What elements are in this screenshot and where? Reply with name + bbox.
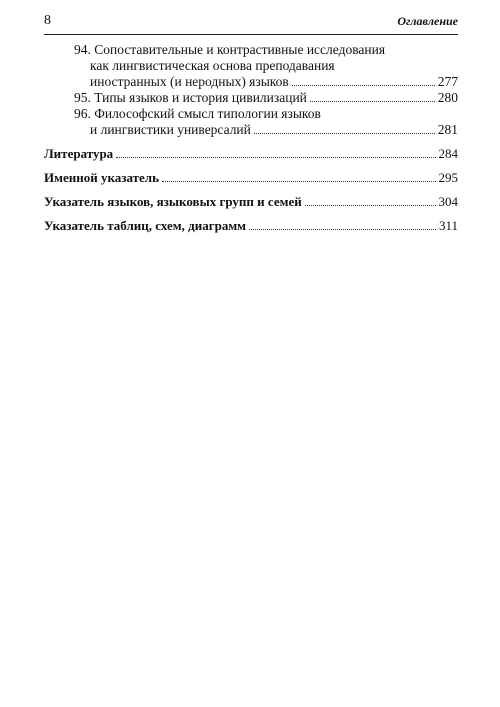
dot-leader bbox=[254, 132, 435, 134]
toc-page-number: 284 bbox=[438, 146, 458, 161]
dot-leader bbox=[292, 84, 435, 86]
toc-entry-96 bbox=[44, 106, 458, 138]
dot-leader bbox=[116, 156, 435, 158]
toc-page-number: 277 bbox=[437, 74, 458, 89]
toc-page-number: 311 bbox=[438, 218, 458, 233]
toc-entry-94 bbox=[44, 42, 458, 90]
toc-entry-title-line: Сопоставительные и контрастивные исследования bbox=[94, 42, 386, 57]
toc-entry-title-line: Философский смысл типологии языков bbox=[94, 106, 321, 121]
dot-leader bbox=[305, 204, 436, 206]
toc-entry-title-line: Типы языков и история цивилизаций bbox=[94, 90, 307, 105]
toc-entry-number: 96. bbox=[74, 106, 91, 121]
toc-entry-number: 94. bbox=[74, 42, 91, 57]
toc-section-literature bbox=[44, 144, 458, 164]
toc-page-number: 304 bbox=[438, 194, 458, 209]
toc-section-title: Указатель таблиц, схем, диаграмм bbox=[44, 218, 247, 233]
dot-leader bbox=[162, 180, 436, 182]
toc-entry-95 bbox=[44, 90, 458, 106]
dot-leader bbox=[310, 100, 435, 102]
toc-section-title: Литература bbox=[44, 146, 114, 161]
toc-entry-title-line: как лингвистическая основа преподавания bbox=[90, 58, 335, 73]
table-of-contents bbox=[44, 42, 458, 236]
toc-page-number: 295 bbox=[438, 170, 458, 185]
toc-section-title: Именной указатель bbox=[44, 170, 159, 185]
dot-leader bbox=[249, 228, 436, 230]
toc-page-number: 280 bbox=[437, 90, 458, 105]
toc-entry-number: 95. bbox=[74, 90, 91, 105]
toc-section-title: Указатель языков, языковых групп и семей bbox=[44, 194, 302, 209]
toc-section-language-index bbox=[44, 192, 458, 212]
toc-entry-title-line: иностранных (и неродных) языков bbox=[90, 74, 289, 89]
page-header bbox=[44, 12, 458, 35]
toc-section-tables-index bbox=[44, 216, 458, 236]
page-number: 8 bbox=[44, 13, 51, 28]
toc-section-name-index bbox=[44, 168, 458, 188]
toc-page-number: 281 bbox=[437, 122, 458, 137]
toc-entry-title-line: и лингвистики универсалий bbox=[90, 122, 251, 137]
running-head: Оглавление bbox=[397, 14, 458, 28]
